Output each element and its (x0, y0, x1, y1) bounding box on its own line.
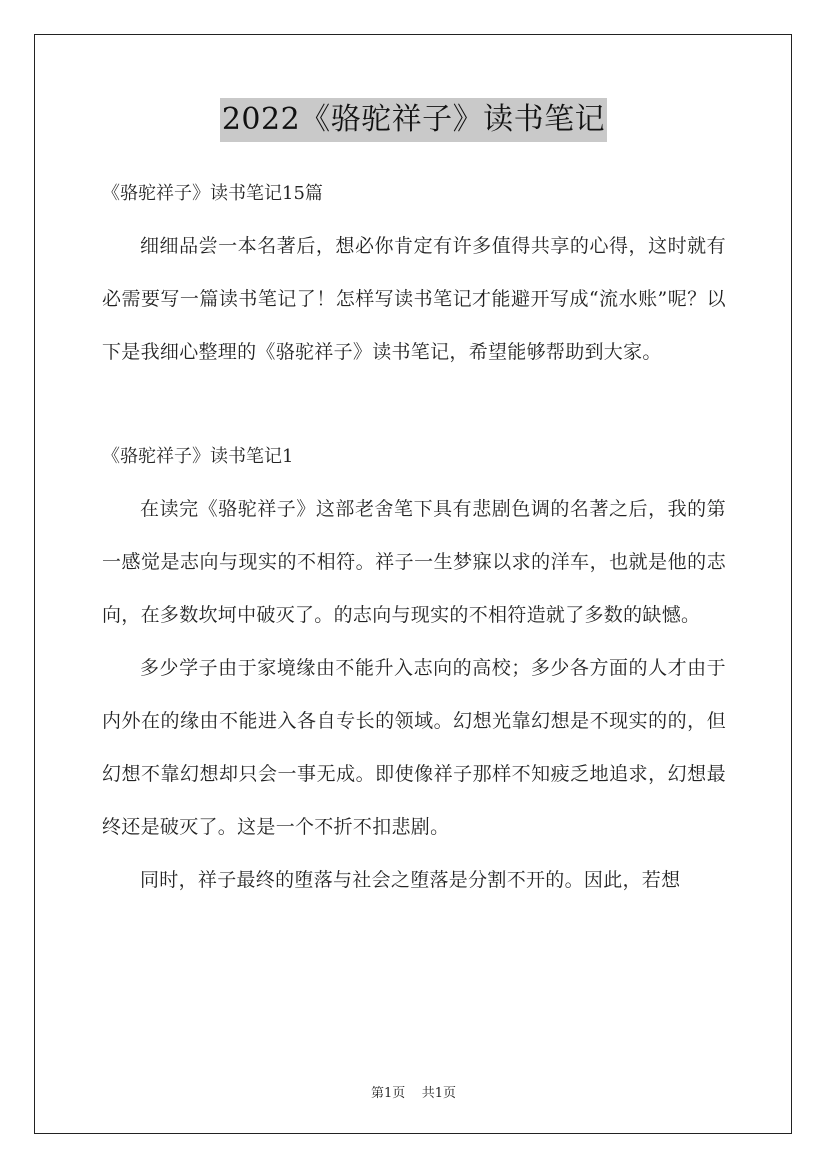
section-gap (102, 379, 726, 431)
page-number: 第1页 (370, 1086, 406, 1101)
page-total: 共1页 (421, 1086, 457, 1101)
page-footer (0, 1082, 827, 1101)
body-paragraph-3: 同时，祥子最终的堕落与社会之堕落是分割不开的。因此，若想 (140, 869, 681, 891)
document-title: 2022《骆驼祥子》读书笔记 (220, 98, 607, 142)
document-body (102, 168, 726, 907)
section-heading: 《骆驼祥子》读书笔记1 (102, 446, 294, 467)
body-paragraph-1: 在读完《骆驼祥子》这部老舍笔下具有悲剧色调的名著之后，我的第一感觉是志向与现实的不相符。祥子一生梦寐以求的洋车，也就是他的志向，在多数坎坷中破灭了。的志向与现实的不相符造就了多数的缺憾。 (102, 498, 726, 626)
body-paragraph-2: 多少学子由于家境缘由不能升入志向的高校；多少各方面的人才由于内外在的缘由不能进入各自专长的领域。幻想光靠幻想是不现实的的，但幻想不靠幻想却只会一事无成。即使像祥子那样不知疲乏地追求，幻想最终还是破灭了。这是一个不折不扣悲剧。 (102, 657, 726, 838)
title-container (0, 98, 827, 142)
document-subtitle: 《骆驼祥子》读书笔记15篇 (102, 183, 323, 204)
intro-paragraph: 细细品尝一本名著后，想必你肯定有许多值得共享的心得，这时就有必需要写一篇读书笔记了！怎样写读书笔记才能避开写成“流水账”呢？以下是我细心整理的《骆驼祥子》读书笔记，希望能够帮助到大家。 (102, 235, 726, 363)
